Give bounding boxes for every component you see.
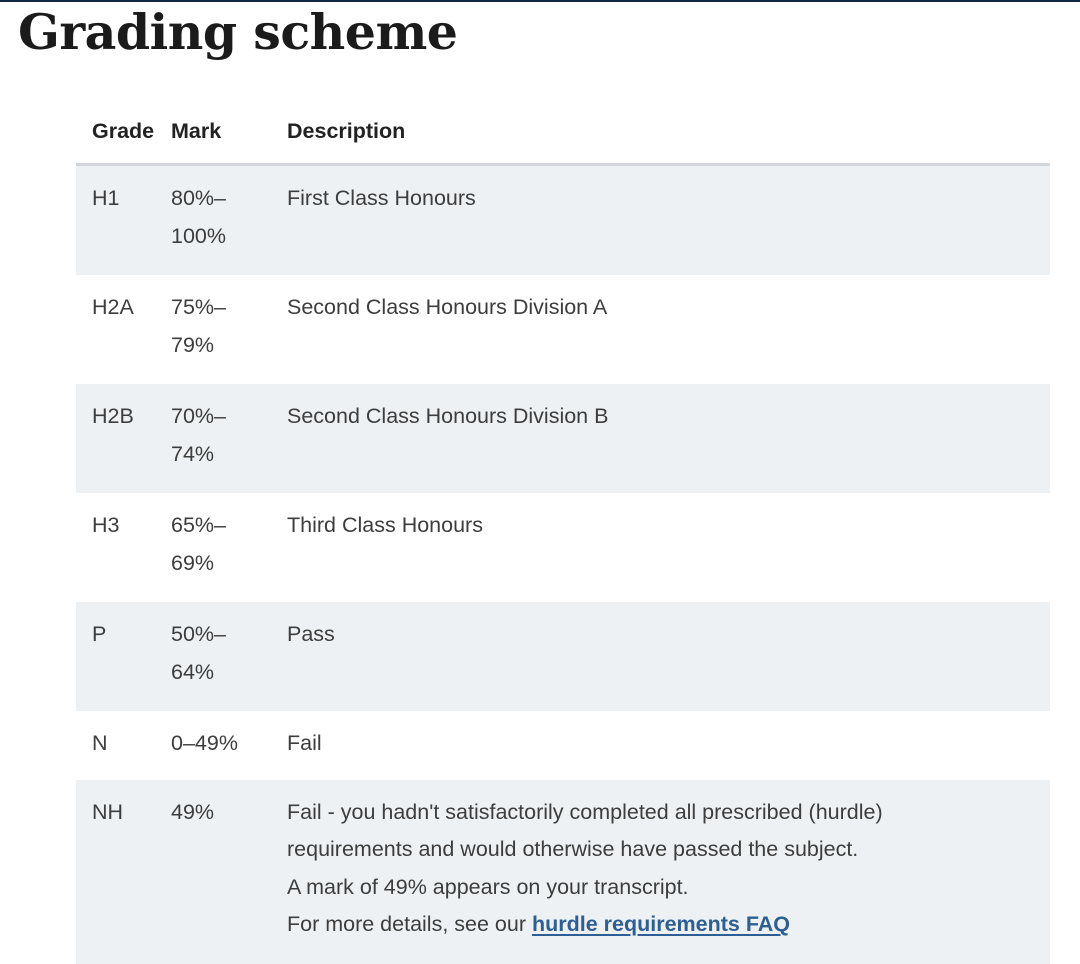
description-text: Second Class Honours Division B	[287, 404, 609, 428]
table-row	[76, 493, 1050, 602]
grading-table	[76, 100, 1050, 964]
grade-value: H2B	[92, 404, 134, 428]
table-header-row	[76, 100, 1050, 165]
description-cell	[287, 275, 1050, 384]
column-header-grade: Grade	[76, 100, 171, 165]
mark-line: 100%	[171, 223, 226, 248]
table-row	[76, 711, 1050, 780]
mark-cell	[171, 493, 287, 602]
mark-line: 69%	[171, 550, 215, 575]
mark-cell	[171, 711, 287, 780]
table-row	[76, 165, 1050, 276]
description-cell	[287, 602, 1050, 711]
mark-cell	[171, 602, 287, 711]
grade-value: NH	[92, 799, 124, 824]
grade-cell	[76, 275, 171, 384]
grade-cell	[76, 384, 171, 493]
description-cell	[287, 780, 1050, 964]
mark-cell	[171, 275, 287, 384]
grade-cell	[76, 780, 171, 964]
mark-line: 49%	[171, 799, 215, 824]
column-header-mark: Mark	[171, 100, 287, 165]
table-row	[76, 602, 1050, 711]
grade-value: P	[92, 622, 107, 646]
grade-value: N	[92, 731, 108, 755]
mark-cell	[171, 780, 287, 964]
table-row	[76, 780, 1050, 964]
grade-value: H2A	[92, 295, 134, 319]
grade-cell	[76, 493, 171, 602]
grade-cell	[76, 602, 171, 711]
description-line	[287, 906, 1050, 944]
description-cell	[287, 384, 1050, 493]
hurdle-requirements-faq-link[interactable]: hurdle requirements FAQ	[531, 912, 791, 936]
description-line: Fail - you hadn't satisfactorily completed all prescribed (hurdle)	[287, 799, 883, 824]
details-prefix: For more details, see our	[287, 912, 532, 936]
page-title: Grading scheme	[18, 3, 458, 61]
table-row	[76, 384, 1050, 493]
description-text: Fail	[287, 731, 322, 755]
mark-line: 80%–	[171, 186, 226, 210]
grade-value: H1	[92, 186, 120, 210]
description-cell	[287, 493, 1050, 602]
description-text: First Class Honours	[287, 186, 476, 210]
column-header-description: Description	[287, 100, 1050, 165]
mark-cell	[171, 384, 287, 493]
description-line: A mark of 49% appears on your transcript.	[287, 874, 689, 899]
mark-line: 50%–	[171, 622, 226, 646]
description-text: Third Class Honours	[287, 513, 483, 537]
table-row	[76, 275, 1050, 384]
mark-line: 74%	[171, 441, 215, 466]
grade-cell	[76, 165, 171, 276]
mark-line: 79%	[171, 332, 215, 357]
mark-cell	[171, 165, 287, 276]
mark-line: 0–49%	[171, 731, 238, 755]
mark-line: 64%	[171, 659, 215, 684]
description-cell	[287, 165, 1050, 276]
description-text: Pass	[287, 622, 335, 646]
mark-line: 70%–	[171, 404, 226, 428]
description-text: Second Class Honours Division A	[287, 295, 608, 319]
mark-line: 75%–	[171, 295, 226, 319]
mark-line: 65%–	[171, 513, 226, 537]
description-cell	[287, 711, 1050, 780]
description-line: requirements and would otherwise have passed the subject.	[287, 837, 859, 861]
grade-cell	[76, 711, 171, 780]
grade-value: H3	[92, 513, 120, 537]
